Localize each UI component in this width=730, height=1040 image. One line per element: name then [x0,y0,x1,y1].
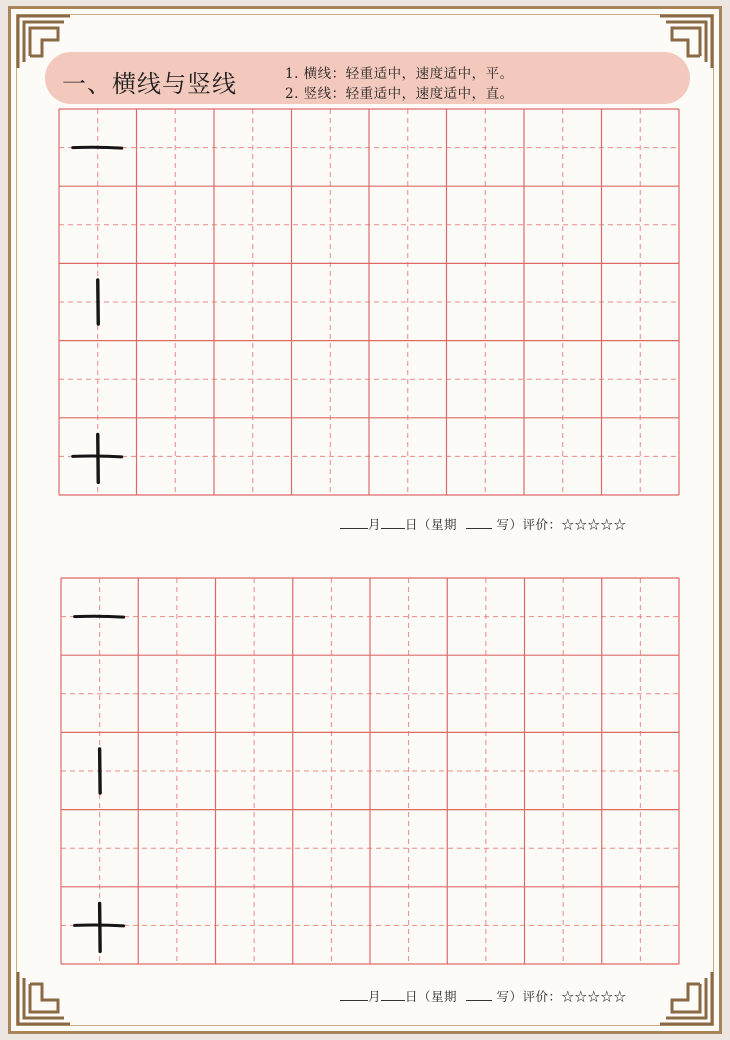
day-blank[interactable] [381,989,405,1001]
weekday-label: （星期 [418,989,458,1004]
corner-ornament-bottom-right [656,968,716,1028]
example-stroke-3 [73,434,122,482]
instruction-line-1: 1. 横线：轻重适中，速度适中，平。 [285,66,514,82]
tianzige-grid [58,108,680,496]
example-stroke-2 [100,749,101,793]
day-blank[interactable] [381,517,405,529]
write-eval-label: 写）评价： [496,517,562,532]
rating-stars[interactable]: ☆☆☆☆☆ [561,989,627,1004]
rating-stars[interactable]: ☆☆☆☆☆ [561,517,627,532]
corner-ornament-bottom-left [14,968,74,1028]
month-blank[interactable] [340,989,368,1001]
day-label: 日 [405,517,419,532]
example-stroke-2 [98,280,99,324]
write-eval-label: 写）评价： [496,989,562,1004]
example-stroke-1 [73,147,122,148]
month-label: 月 [368,989,382,1004]
weekday-blank[interactable] [466,517,492,529]
practice-grid-1 [58,108,680,496]
practice-grid-2 [60,577,680,965]
instruction-line-2: 2. 竖线：轻重适中，速度适中，直。 [285,86,514,102]
day-label: 日 [405,989,419,1004]
weekday-label: （星期 [418,517,458,532]
month-blank[interactable] [340,517,368,529]
example-stroke-1 [75,616,124,617]
example-stroke-3 [75,903,124,951]
footer-1 [340,515,627,533]
month-label: 月 [368,517,382,532]
tianzige-grid [60,577,680,965]
section-title: 一、横线与竖线 [62,70,237,98]
weekday-blank[interactable] [466,989,492,1001]
footer-2 [340,987,627,1005]
